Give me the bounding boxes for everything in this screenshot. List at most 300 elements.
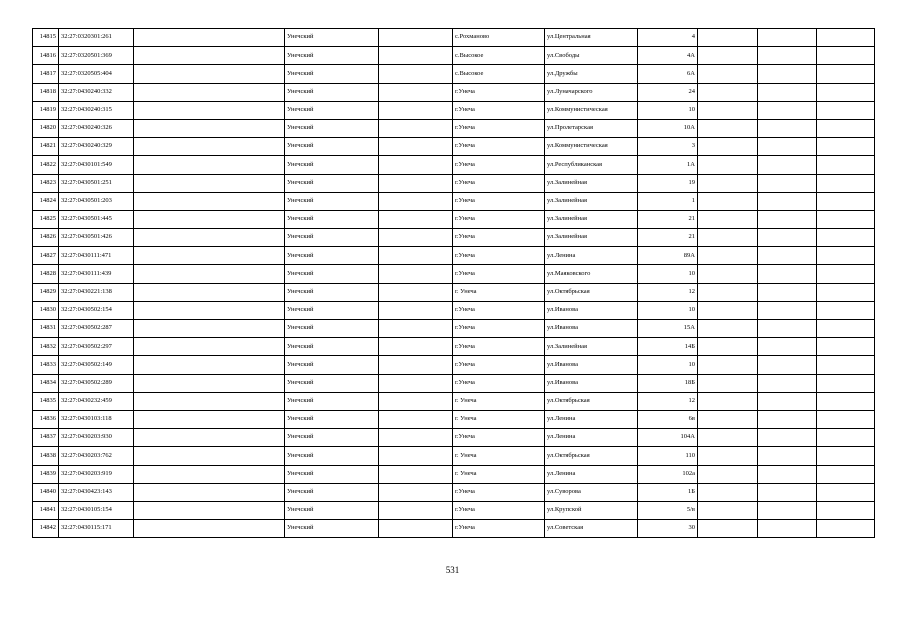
empty-cell xyxy=(134,283,285,301)
cadastral-number-cell: 32:27:0430105:154 xyxy=(59,501,134,519)
district-cell: Унечский xyxy=(285,229,379,247)
empty-cell xyxy=(758,429,817,447)
empty-cell xyxy=(698,429,758,447)
empty-cell xyxy=(817,447,875,465)
street-cell: ул.Иванова xyxy=(545,374,638,392)
table-row xyxy=(33,320,875,338)
cadastral-number-cell: 32:27:0430203:930 xyxy=(59,429,134,447)
street-cell: ул.Крупской xyxy=(545,501,638,519)
record-number-cell: 14831 xyxy=(33,320,59,338)
house-number-cell: 12 xyxy=(638,283,698,301)
street-cell: ул.Ленина xyxy=(545,410,638,428)
table-row xyxy=(33,119,875,137)
locality-cell: г.Унеча xyxy=(453,265,545,283)
record-number-cell: 14835 xyxy=(33,392,59,410)
table-row xyxy=(33,520,875,538)
empty-cell xyxy=(379,338,453,356)
house-number-cell: 19 xyxy=(638,174,698,192)
record-number-cell: 14828 xyxy=(33,265,59,283)
empty-cell xyxy=(379,65,453,83)
table-row xyxy=(33,338,875,356)
record-number-cell: 14820 xyxy=(33,119,59,137)
empty-cell xyxy=(758,501,817,519)
table-row xyxy=(33,29,875,47)
empty-cell xyxy=(698,265,758,283)
cadastral-number-cell: 32:27:0430203:762 xyxy=(59,447,134,465)
empty-cell xyxy=(698,520,758,538)
empty-cell xyxy=(379,174,453,192)
cadastral-number-cell: 32:27:0320501:369 xyxy=(59,47,134,65)
cadastral-number-cell: 32:27:0430423:143 xyxy=(59,483,134,501)
table-row xyxy=(33,447,875,465)
empty-cell xyxy=(698,210,758,228)
empty-cell xyxy=(698,410,758,428)
empty-cell xyxy=(379,229,453,247)
table-row xyxy=(33,501,875,519)
locality-cell: г.Унеча xyxy=(453,229,545,247)
record-number-cell: 14825 xyxy=(33,210,59,228)
record-number-cell: 14832 xyxy=(33,338,59,356)
empty-cell xyxy=(134,392,285,410)
empty-cell xyxy=(134,520,285,538)
empty-cell xyxy=(134,320,285,338)
empty-cell xyxy=(817,429,875,447)
empty-cell xyxy=(817,247,875,265)
registry-table xyxy=(32,28,875,538)
district-cell: Унечский xyxy=(285,429,379,447)
record-number-cell: 14836 xyxy=(33,410,59,428)
table-row xyxy=(33,47,875,65)
street-cell: ул.Иванова xyxy=(545,320,638,338)
empty-cell xyxy=(379,119,453,137)
locality-cell: г.Унеча xyxy=(453,483,545,501)
empty-cell xyxy=(758,65,817,83)
empty-cell xyxy=(758,119,817,137)
empty-cell xyxy=(134,465,285,483)
empty-cell xyxy=(379,101,453,119)
cadastral-number-cell: 32:27:0430111:439 xyxy=(59,265,134,283)
empty-cell xyxy=(379,192,453,210)
empty-cell xyxy=(134,501,285,519)
empty-cell xyxy=(817,356,875,374)
table-row xyxy=(33,465,875,483)
house-number-cell: 10 xyxy=(638,101,698,119)
street-cell: ул.Октябрьская xyxy=(545,392,638,410)
house-number-cell: 10 xyxy=(638,265,698,283)
street-cell: ул.Республиканская xyxy=(545,156,638,174)
locality-cell: г.Унеча xyxy=(453,119,545,137)
house-number-cell: 12 xyxy=(638,392,698,410)
empty-cell xyxy=(817,119,875,137)
empty-cell xyxy=(379,156,453,174)
cadastral-number-cell: 32:27:0430221:138 xyxy=(59,283,134,301)
street-cell: ул.Советская xyxy=(545,520,638,538)
empty-cell xyxy=(698,138,758,156)
house-number-cell: 6в xyxy=(638,410,698,428)
street-cell: ул.Залинейная xyxy=(545,174,638,192)
empty-cell xyxy=(379,429,453,447)
house-number-cell: 1Б xyxy=(638,483,698,501)
locality-cell: г. Унеча xyxy=(453,283,545,301)
empty-cell xyxy=(134,229,285,247)
empty-cell xyxy=(379,356,453,374)
empty-cell xyxy=(817,483,875,501)
street-cell: ул.Залинейная xyxy=(545,229,638,247)
cadastral-number-cell: 32:27:0430501:445 xyxy=(59,210,134,228)
cadastral-number-cell: 32:27:0430111:471 xyxy=(59,247,134,265)
empty-cell xyxy=(379,29,453,47)
house-number-cell: 4А xyxy=(638,47,698,65)
empty-cell xyxy=(134,101,285,119)
cadastral-number-cell: 32:27:0430240:326 xyxy=(59,119,134,137)
empty-cell xyxy=(758,483,817,501)
empty-cell xyxy=(698,65,758,83)
street-cell: ул.Октябрьская xyxy=(545,447,638,465)
table-row xyxy=(33,374,875,392)
empty-cell xyxy=(817,138,875,156)
cadastral-number-cell: 32:27:0430240:329 xyxy=(59,138,134,156)
empty-cell xyxy=(758,283,817,301)
empty-cell xyxy=(698,338,758,356)
table-row xyxy=(33,174,875,192)
cadastral-number-cell: 32:27:0430502:154 xyxy=(59,301,134,319)
empty-cell xyxy=(758,29,817,47)
record-number-cell: 14817 xyxy=(33,65,59,83)
empty-cell xyxy=(817,174,875,192)
record-number-cell: 14822 xyxy=(33,156,59,174)
district-cell: Унечский xyxy=(285,29,379,47)
district-cell: Унечский xyxy=(285,320,379,338)
empty-cell xyxy=(379,83,453,101)
house-number-cell: 21 xyxy=(638,229,698,247)
street-cell: ул.Иванова xyxy=(545,301,638,319)
empty-cell xyxy=(698,301,758,319)
empty-cell xyxy=(134,119,285,137)
district-cell: Унечский xyxy=(285,301,379,319)
district-cell: Унечский xyxy=(285,65,379,83)
empty-cell xyxy=(698,374,758,392)
empty-cell xyxy=(134,338,285,356)
district-cell: Унечский xyxy=(285,210,379,228)
empty-cell xyxy=(379,47,453,65)
house-number-cell: 10 xyxy=(638,356,698,374)
empty-cell xyxy=(698,83,758,101)
empty-cell xyxy=(379,320,453,338)
record-number-cell: 14823 xyxy=(33,174,59,192)
empty-cell xyxy=(698,174,758,192)
empty-cell xyxy=(134,210,285,228)
street-cell: ул.Ленина xyxy=(545,429,638,447)
locality-cell: г.Унеча xyxy=(453,174,545,192)
cadastral-number-cell: 32:27:0430101:549 xyxy=(59,156,134,174)
house-number-cell: 14Б xyxy=(638,338,698,356)
district-cell: Унечский xyxy=(285,283,379,301)
cadastral-number-cell: 32:27:0430203:919 xyxy=(59,465,134,483)
street-cell: ул.Маяковского xyxy=(545,265,638,283)
record-number-cell: 14826 xyxy=(33,229,59,247)
empty-cell xyxy=(758,465,817,483)
locality-cell: г.Унеча xyxy=(453,320,545,338)
house-number-cell: 21 xyxy=(638,210,698,228)
page-number: 531 xyxy=(445,565,460,575)
empty-cell xyxy=(758,47,817,65)
empty-cell xyxy=(817,156,875,174)
locality-cell: г.Унеча xyxy=(453,301,545,319)
empty-cell xyxy=(817,501,875,519)
record-number-cell: 14827 xyxy=(33,247,59,265)
empty-cell xyxy=(379,265,453,283)
locality-cell: г.Унеча xyxy=(453,501,545,519)
cadastral-number-cell: 32:27:0430502:287 xyxy=(59,320,134,338)
empty-cell xyxy=(134,410,285,428)
table-row xyxy=(33,229,875,247)
empty-cell xyxy=(134,138,285,156)
house-number-cell: 104А xyxy=(638,429,698,447)
street-cell: ул.Коммунистическая xyxy=(545,138,638,156)
empty-cell xyxy=(817,229,875,247)
district-cell: Унечский xyxy=(285,83,379,101)
empty-cell xyxy=(379,447,453,465)
empty-cell xyxy=(698,101,758,119)
empty-cell xyxy=(758,447,817,465)
table-row xyxy=(33,392,875,410)
cadastral-number-cell: 32:27:0320301:261 xyxy=(59,29,134,47)
locality-cell: г.Унеча xyxy=(453,429,545,447)
district-cell: Унечский xyxy=(285,520,379,538)
locality-cell: г.Унеча xyxy=(453,356,545,374)
empty-cell xyxy=(379,138,453,156)
empty-cell xyxy=(817,265,875,283)
district-cell: Унечский xyxy=(285,447,379,465)
table-row xyxy=(33,483,875,501)
locality-cell: г.Унеча xyxy=(453,520,545,538)
empty-cell xyxy=(134,156,285,174)
table-row xyxy=(33,283,875,301)
empty-cell xyxy=(134,265,285,283)
record-number-cell: 14819 xyxy=(33,101,59,119)
empty-cell xyxy=(758,138,817,156)
locality-cell: г. Унеча xyxy=(453,392,545,410)
district-cell: Унечский xyxy=(285,483,379,501)
table-row xyxy=(33,301,875,319)
record-number-cell: 14830 xyxy=(33,301,59,319)
empty-cell xyxy=(379,301,453,319)
house-number-cell: 15А xyxy=(638,320,698,338)
district-cell: Унечский xyxy=(285,392,379,410)
record-number-cell: 14842 xyxy=(33,520,59,538)
table-row xyxy=(33,83,875,101)
empty-cell xyxy=(134,247,285,265)
house-number-cell: 30 xyxy=(638,520,698,538)
registry-table-body xyxy=(33,29,875,538)
cadastral-number-cell: 32:27:0430103:118 xyxy=(59,410,134,428)
empty-cell xyxy=(817,29,875,47)
street-cell: ул.Центральная xyxy=(545,29,638,47)
house-number-cell: 6А xyxy=(638,65,698,83)
empty-cell xyxy=(134,174,285,192)
locality-cell: г. Унеча xyxy=(453,447,545,465)
record-number-cell: 14841 xyxy=(33,501,59,519)
empty-cell xyxy=(379,210,453,228)
district-cell: Унечский xyxy=(285,119,379,137)
cadastral-number-cell: 32:27:0430502:289 xyxy=(59,374,134,392)
table-row xyxy=(33,247,875,265)
empty-cell xyxy=(698,29,758,47)
empty-cell xyxy=(379,392,453,410)
cadastral-number-cell: 32:27:0430502:149 xyxy=(59,356,134,374)
district-cell: Унечский xyxy=(285,101,379,119)
empty-cell xyxy=(698,229,758,247)
cadastral-number-cell: 32:27:0430232:459 xyxy=(59,392,134,410)
district-cell: Унечский xyxy=(285,465,379,483)
district-cell: Унечский xyxy=(285,501,379,519)
street-cell: ул.Свободы xyxy=(545,47,638,65)
registry-sheet xyxy=(32,28,875,538)
locality-cell: г. Унеча xyxy=(453,410,545,428)
cadastral-number-cell: 32:27:0320505:404 xyxy=(59,65,134,83)
street-cell: ул.Пролетарская xyxy=(545,119,638,137)
empty-cell xyxy=(758,410,817,428)
street-cell: ул.Октябрьская xyxy=(545,283,638,301)
empty-cell xyxy=(134,356,285,374)
house-number-cell: 89А xyxy=(638,247,698,265)
empty-cell xyxy=(134,483,285,501)
locality-cell: с.Рохманово xyxy=(453,29,545,47)
empty-cell xyxy=(758,156,817,174)
empty-cell xyxy=(758,320,817,338)
street-cell: ул.Залинейная xyxy=(545,338,638,356)
empty-cell xyxy=(758,247,817,265)
street-cell: ул.Суворова xyxy=(545,483,638,501)
empty-cell xyxy=(379,501,453,519)
empty-cell xyxy=(698,247,758,265)
empty-cell xyxy=(134,29,285,47)
street-cell: ул.Ленина xyxy=(545,465,638,483)
table-row xyxy=(33,265,875,283)
record-number-cell: 14824 xyxy=(33,192,59,210)
empty-cell xyxy=(758,356,817,374)
empty-cell xyxy=(817,320,875,338)
empty-cell xyxy=(698,501,758,519)
district-cell: Унечский xyxy=(285,247,379,265)
empty-cell xyxy=(758,174,817,192)
record-number-cell: 14840 xyxy=(33,483,59,501)
street-cell: ул.Дружбы xyxy=(545,65,638,83)
empty-cell xyxy=(817,83,875,101)
district-cell: Унечский xyxy=(285,138,379,156)
empty-cell xyxy=(758,229,817,247)
street-cell: ул.Залинейная xyxy=(545,210,638,228)
street-cell: ул.Залинейная xyxy=(545,192,638,210)
empty-cell xyxy=(817,47,875,65)
empty-cell xyxy=(698,447,758,465)
district-cell: Унечский xyxy=(285,356,379,374)
empty-cell xyxy=(134,192,285,210)
cadastral-number-cell: 32:27:0430240:315 xyxy=(59,101,134,119)
empty-cell xyxy=(758,520,817,538)
empty-cell xyxy=(817,101,875,119)
locality-cell: с.Высокое xyxy=(453,65,545,83)
empty-cell xyxy=(817,465,875,483)
empty-cell xyxy=(817,65,875,83)
cadastral-number-cell: 32:27:0430502:297 xyxy=(59,338,134,356)
table-row xyxy=(33,101,875,119)
empty-cell xyxy=(758,301,817,319)
empty-cell xyxy=(698,156,758,174)
record-number-cell: 14829 xyxy=(33,283,59,301)
district-cell: Унечский xyxy=(285,174,379,192)
house-number-cell: 3 xyxy=(638,138,698,156)
empty-cell xyxy=(758,192,817,210)
empty-cell xyxy=(758,374,817,392)
empty-cell xyxy=(698,192,758,210)
table-row xyxy=(33,410,875,428)
empty-cell xyxy=(379,283,453,301)
cadastral-number-cell: 32:27:0430501:426 xyxy=(59,229,134,247)
empty-cell xyxy=(379,410,453,428)
empty-cell xyxy=(134,83,285,101)
record-number-cell: 14834 xyxy=(33,374,59,392)
table-row xyxy=(33,156,875,174)
record-number-cell: 14816 xyxy=(33,47,59,65)
empty-cell xyxy=(758,210,817,228)
record-number-cell: 14837 xyxy=(33,429,59,447)
cadastral-number-cell: 32:27:0430115:171 xyxy=(59,520,134,538)
street-cell: ул.Коммунистическая xyxy=(545,101,638,119)
record-number-cell: 14821 xyxy=(33,138,59,156)
district-cell: Унечский xyxy=(285,374,379,392)
house-number-cell: 5/в xyxy=(638,501,698,519)
empty-cell xyxy=(817,374,875,392)
house-number-cell: 1 xyxy=(638,192,698,210)
locality-cell: г.Унеча xyxy=(453,374,545,392)
locality-cell: г.Унеча xyxy=(453,247,545,265)
empty-cell xyxy=(698,465,758,483)
empty-cell xyxy=(698,283,758,301)
house-number-cell: 10А xyxy=(638,119,698,137)
empty-cell xyxy=(134,447,285,465)
table-row xyxy=(33,65,875,83)
street-cell: ул.Ленина xyxy=(545,247,638,265)
district-cell: Унечский xyxy=(285,156,379,174)
empty-cell xyxy=(134,47,285,65)
table-row xyxy=(33,210,875,228)
empty-cell xyxy=(698,320,758,338)
locality-cell: г.Унеча xyxy=(453,192,545,210)
empty-cell xyxy=(817,520,875,538)
empty-cell xyxy=(817,192,875,210)
locality-cell: с.Высокое xyxy=(453,47,545,65)
cadastral-number-cell: 32:27:0430501:203 xyxy=(59,192,134,210)
district-cell: Унечский xyxy=(285,410,379,428)
empty-cell xyxy=(817,410,875,428)
house-number-cell: 4 xyxy=(638,29,698,47)
empty-cell xyxy=(379,520,453,538)
record-number-cell: 14833 xyxy=(33,356,59,374)
locality-cell: г.Унеча xyxy=(453,210,545,228)
record-number-cell: 14838 xyxy=(33,447,59,465)
record-number-cell: 14818 xyxy=(33,83,59,101)
empty-cell xyxy=(698,47,758,65)
locality-cell: г.Унеча xyxy=(453,83,545,101)
empty-cell xyxy=(134,429,285,447)
district-cell: Унечский xyxy=(285,192,379,210)
empty-cell xyxy=(698,119,758,137)
empty-cell xyxy=(817,283,875,301)
record-number-cell: 14815 xyxy=(33,29,59,47)
empty-cell xyxy=(379,465,453,483)
empty-cell xyxy=(817,301,875,319)
